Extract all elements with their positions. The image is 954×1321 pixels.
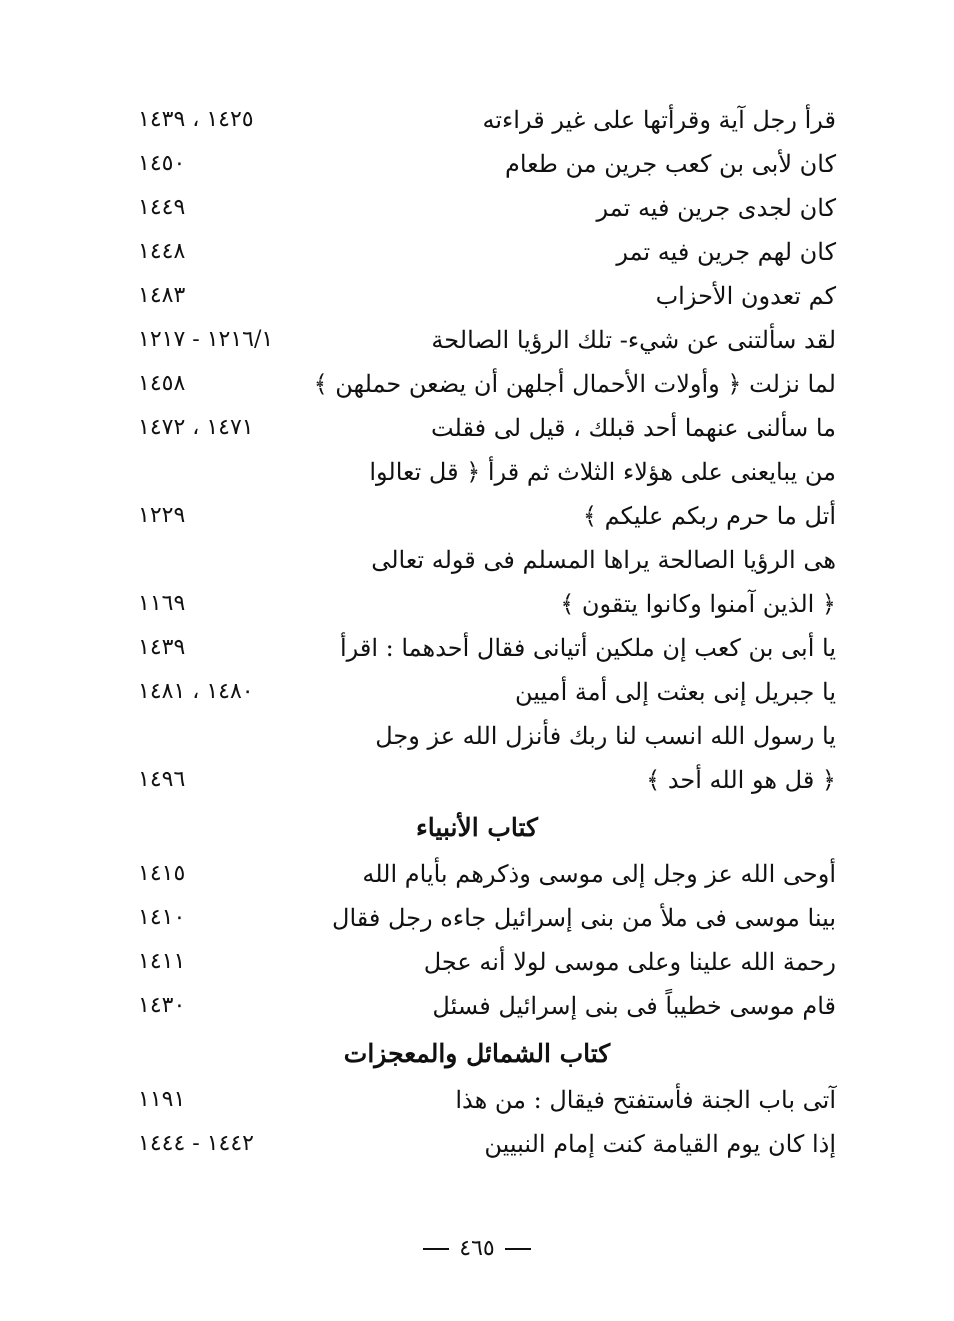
section-heading: [0, 1028, 954, 1078]
entry-ref: ١١٩١: [138, 1087, 186, 1112]
list-item: [0, 758, 954, 802]
list-item: [0, 984, 954, 1028]
list-item: [0, 318, 954, 362]
entry-ref: ١٤٩٦: [138, 767, 186, 792]
entry-text: كان لجدى جرين فيه تمر: [596, 194, 836, 222]
entry-text: أوحى الله عز وجل إلى موسى وذكرهم بأيام الله: [362, 860, 836, 888]
entry-text: إذا كان يوم القيامة كنت إمام النبيين: [484, 1130, 836, 1158]
entry-ref: ١٤٢٥ ، ١٤٣٩: [138, 107, 254, 132]
entry-ref: ١٤١٠: [138, 905, 186, 930]
dash-right: [505, 1248, 531, 1250]
entry-ref: ١٤٤٢ - ١٤٤٤: [138, 1131, 254, 1156]
entry-text: من يبايعنى على هؤلاء الثلاث ثم قرأ ﴿ قل تعالوا: [369, 458, 836, 486]
entry-ref: ١١٦٩: [138, 591, 186, 616]
entry-text: لقد سألتنى عن شيء- تلك الرؤيا الصالحة: [431, 326, 836, 354]
entry-ref: ١٤٣٩: [138, 635, 186, 660]
entry-text: لما نزلت ﴿ وأولات الأحمال أجلهن أن يضعن حملهن ﴾: [313, 370, 836, 398]
entry-text: بينا موسى فى ملأ من بنى إسرائيل جاءه رجل فقال: [332, 904, 836, 932]
entry-ref: ١٤١٥: [138, 861, 186, 886]
list-item: [0, 582, 954, 626]
list-item: [0, 1078, 954, 1122]
entry-text: ﴿ الذين آمنوا وكانوا يتقون ﴾: [560, 590, 836, 618]
entry-text: يا رسول الله انسب لنا ربك فأنزل الله عز وجل: [375, 722, 836, 750]
entry-text: يا أبى بن كعب إن ملكين أتيانى فقال أحدهما : اقرأ: [339, 634, 836, 662]
list-item: [0, 1122, 954, 1166]
list-item: [0, 362, 954, 406]
dash-left: [423, 1248, 449, 1250]
list-item: [0, 230, 954, 274]
list-item: [0, 98, 954, 142]
section-heading-text: كتاب الأنبياء: [416, 813, 538, 842]
entry-ref: ١٤٨٣: [138, 283, 186, 308]
list-item: [0, 450, 954, 494]
list-item: [0, 670, 954, 714]
entry-ref: ١٤٥٨: [138, 371, 186, 396]
entry-text: رحمة الله علينا وعلى موسى لولا أنه عجل: [423, 948, 836, 976]
entry-ref: ١٢٢٩: [138, 503, 186, 528]
entry-text: كم تعدون الأحزاب: [655, 282, 836, 310]
entry-text: قرأ رجل آية وقرأتها على غير قراءته: [482, 106, 836, 134]
list-item: [0, 406, 954, 450]
list-item: [0, 274, 954, 318]
list-item: [0, 852, 954, 896]
list-item: [0, 896, 954, 940]
entry-text: أتل ما حرم ربكم عليكم ﴾: [582, 502, 836, 530]
list-item: [0, 186, 954, 230]
entry-text: هى الرؤيا الصالحة يراها المسلم فى قوله تعالى: [371, 546, 836, 574]
list-item: [0, 626, 954, 670]
list-item: [0, 940, 954, 984]
section-heading: [0, 802, 954, 852]
page-number: [0, 1234, 954, 1264]
list-item: [0, 494, 954, 538]
entry-ref: ١٤٧١ ، ١٤٧٢: [138, 415, 254, 440]
entry-ref: ١٤٤٩: [138, 195, 186, 220]
list-item: [0, 142, 954, 186]
entry-ref: ١٤٤٨: [138, 239, 186, 264]
entry-text: ﴿ قل هو الله أحد ﴾: [646, 766, 836, 794]
entry-text: كان لأبى بن كعب جرين من طعام: [504, 150, 836, 178]
page-number-text: ٤٦٥: [459, 1236, 495, 1261]
entry-ref: ١٤٨٠ ، ١٤٨١: [138, 679, 254, 704]
list-item: [0, 538, 954, 582]
entry-text: يا جبريل إنى بعثت إلى أمة أميين: [514, 678, 836, 706]
section-heading-text: كتاب الشمائل والمعجزات: [343, 1039, 611, 1068]
entry-text: ما سألنى عنهما أحد قبلك ، قيل لى فقلت: [430, 414, 836, 442]
list-item: [0, 714, 954, 758]
entry-ref: ١٤١١: [138, 949, 186, 974]
entries-list: [0, 98, 954, 1166]
entry-ref: ١٢١٦/١ - ١٢١٧: [138, 327, 274, 352]
entry-text: كان لهم جرين فيه تمر: [616, 238, 836, 266]
entry-ref: ١٤٣٠: [138, 993, 186, 1018]
entry-text: آتى باب الجنة فأستفتح فيقال : من هذا: [455, 1086, 836, 1114]
entry-ref: ١٤٥٠: [138, 151, 186, 176]
entry-text: قام موسى خطيباً فى بنى إسرائيل فسئل: [432, 992, 836, 1020]
